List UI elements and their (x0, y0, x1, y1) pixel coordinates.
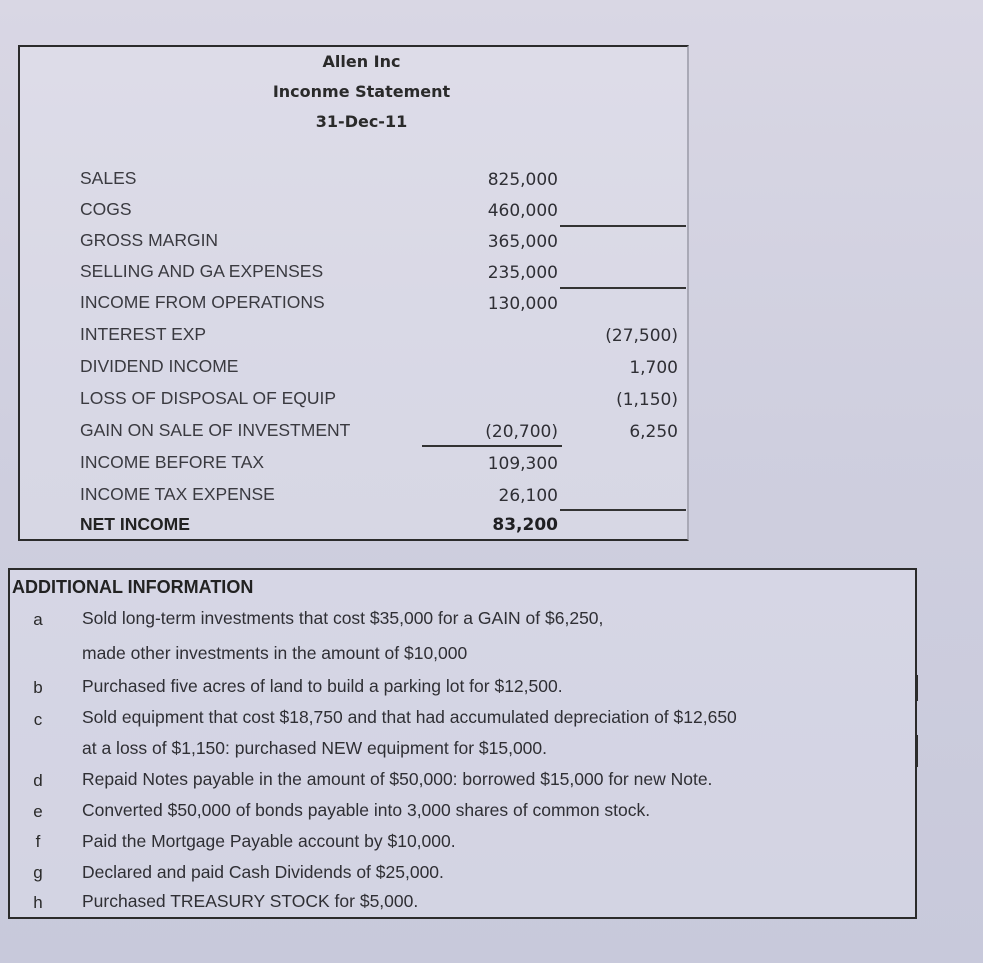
item-text-f: Paid the Mortgage Payable account by $10,000. (82, 831, 456, 851)
row-label-sales: SALES (80, 168, 137, 188)
statement-title: Inconme Statement (272, 82, 451, 101)
row-value-loss-disposal: (1,150) (616, 390, 678, 410)
row-label-dividend-income: DIVIDEND INCOME (80, 356, 239, 376)
item-letter-e: e (33, 802, 43, 821)
item-letter-a: a (33, 610, 43, 629)
row-label-cogs: COGS (80, 199, 132, 219)
item-text-a-2: made other investments in the amount of $10,000 (82, 643, 468, 663)
underline-gain-investment (422, 445, 562, 447)
item-text-b: Purchased five acres of land to build a parking lot for $12,500. (82, 676, 563, 696)
item-text-d: Repaid Notes payable in the amount of $50,000: borrowed $15,000 for new Note. (82, 769, 713, 789)
row-value-gain-investment: 6,250 (629, 422, 678, 442)
row-value-other-total: (20,700) (485, 422, 558, 442)
item-text-g: Declared and paid Cash Dividends of $25,000. (82, 862, 444, 882)
margin-bar (916, 675, 918, 701)
item-letter-g: g (33, 863, 43, 882)
underline-selling-ga (560, 287, 686, 289)
row-value-sales: 825,000 (487, 170, 558, 190)
row-value-cogs: 460,000 (487, 201, 558, 221)
item-letter-c: c (33, 710, 43, 729)
item-text-c-1: Sold equipment that cost $18,750 and that had accumulated depreciation of $12,650 (82, 707, 737, 727)
row-value-net-income: 83,200 (492, 515, 558, 535)
item-text-a-1: Sold long-term investments that cost $35,000 for a GAIN of $6,250, (82, 608, 604, 628)
margin-bar (916, 735, 918, 767)
row-value-gross-margin: 365,000 (487, 232, 558, 252)
row-label-interest-exp: INTEREST EXP (80, 324, 207, 344)
row-label-gain-investment: GAIN ON SALE OF INVESTMENT (80, 420, 351, 440)
row-label-income-operations: INCOME FROM OPERATIONS (80, 292, 325, 312)
row-label-selling-ga: SELLING AND GA EXPENSES (80, 261, 324, 281)
row-value-selling-ga: 235,000 (487, 263, 558, 283)
row-label-net-income: NET INCOME (80, 514, 190, 534)
item-letter-d: d (33, 771, 43, 790)
company-name: Allen Inc (322, 52, 401, 71)
row-label-income-tax: INCOME TAX EXPENSE (80, 484, 275, 504)
row-value-dividend-income: 1,700 (629, 358, 678, 378)
row-value-income-operations: 130,000 (487, 294, 558, 314)
additional-info-title: ADDITIONAL INFORMATION (12, 577, 254, 597)
row-label-loss-disposal: LOSS OF DISPOSAL OF EQUIP (80, 388, 337, 408)
row-label-income-before-tax: INCOME BEFORE TAX (80, 452, 265, 472)
row-value-income-before-tax: 109,300 (487, 454, 558, 474)
item-text-h: Purchased TREASURY STOCK for $5,000. (82, 891, 419, 911)
underline-income-tax (560, 509, 686, 511)
underline-cogs (560, 225, 686, 227)
statement-date: 31-Dec-11 (315, 112, 408, 131)
row-label-gross-margin: GROSS MARGIN (80, 230, 219, 250)
item-text-c-2: at a loss of $1,150: purchased NEW equipment for $15,000. (82, 738, 548, 758)
item-text-e: Converted $50,000 of bonds payable into 3,000 shares of common stock. (82, 800, 651, 820)
item-letter-h: h (33, 893, 43, 912)
item-letter-b: b (33, 678, 43, 697)
row-value-interest-exp: (27,500) (605, 326, 678, 346)
item-letter-f: f (35, 832, 41, 851)
row-value-income-tax: 26,100 (498, 486, 558, 506)
